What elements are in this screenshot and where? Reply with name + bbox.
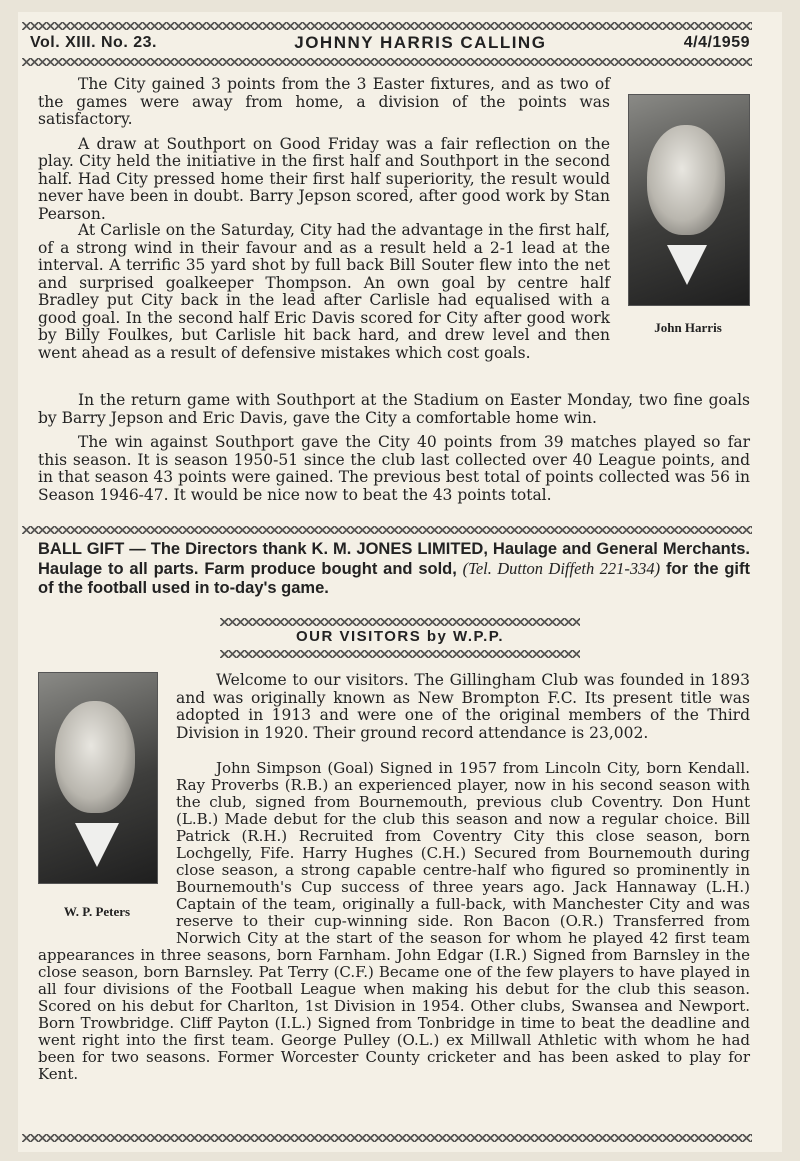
ball-gift-tail: for the gift of the football used in to-day's game. (38, 560, 750, 597)
paragraph: A draw at Southport on Good Friday was a fair reflection on the play. City held the initiative in the first half and Southport in the second half. Had City pressed home their first half superiority, the result would never have been in doubt. Barry Jepson scored, after good work by Stan Pearson. (38, 134, 610, 223)
paragraph: At Carlisle on the Saturday, City had the advantage in the first half, of a strong wind in their favour and as a result held a 2-1 lead at the interval. A terrific 35 yard shot by full back Bill Souter flew into the net and surprised goalkeeper Thompson. An own goal by centre half Bradley put City back in the lead after Carlisle had equalised with a good goal. In the second half Eric Davis scored for City after good work by Billy Foulkes, but Carlisle hit back hard, and drew level and then went ahead as a result of defensive mistakes which cost goals. (38, 221, 610, 362)
paragraph: The City gained 3 points from the 3 Easter fixtures, and as two of the games were away from home, a division of the points was satisfactory. (38, 75, 610, 128)
john-harris-photo (628, 94, 750, 306)
paragraph: The win against Southport gave the City 40 points from 39 matches played so far this season. It is season 1950-51 since the club last collected over 40 League points, and in that season 43 points were gained. The previous best total of points collected was 56 in Season 1946-47. It would be nice now to beat the 43 points total. (38, 433, 750, 504)
paragraph: In the return game with Southport at the Stadium on Easter Monday, two fine goals by Barry Jepson and Eric Davis, gave the City a comfortable home win. (38, 391, 750, 427)
page-header (30, 30, 750, 56)
column-title: JOHNNY HARRIS CALLING (294, 33, 547, 52)
visitors-title: OUR VISITORS by W.P.P. (295, 628, 505, 645)
paragraph: John Simpson (Goal) Signed in 1957 from Lincoln City, born Kendall. Ray Proverbs (R.B.) an experienced player, now in his second season with the club, signed from Bournemouth, previous club Coventry. Don Hunt (L.B.) Made debut for the club this season and now a regular choice. Bill Patrick (R.H.) Recruited from Coventry City this close season, born Lochgelly, Fife. Harry Hughes (C.H.) Secured from Bournemouth during close season, a strong capable centre-half who figured so prominently in Bournemouth's Cup success of three years ago. Jack Hannaway (L.H.) Captain of the team, originally a full-back, with Manchester City and was reserve to their cup-winning side. Ron Bacon (O.R.) Transferred from Norwich City at the start of the season for whom he played 42 first team appearances in three seasons, born Farnham. John Edgar (I.R.) Signed from Barnsley in the close season, born Barnsley. Pat Terry (C.F.) Became one of the few players to have played in all four divisions of the Football League when making his debut for the club this season. Scored on his debut for Charlton, 1st Division in 1954. Other clubs, Swansea and Newport. Born Trowbridge. Cliff Payton (I.L.) Signed from Tonbridge in time to beat the deadline and went right into the first team. George Pulley (O.L.) ex Millwall Athletic with whom he had been for two seasons. Former Worcester County cricketer and has been asked to play for Kent. (38, 759, 750, 1083)
harris-column-middle (38, 222, 610, 369)
header-bottom-border (22, 58, 752, 66)
visitors-players (38, 760, 750, 1090)
header-top-border (22, 22, 752, 30)
john-harris-caption: John Harris (654, 320, 722, 335)
volume-number: Vol. XIII. No. 23. (30, 34, 157, 51)
ball-gift-notice (38, 540, 750, 598)
issue-date: 4/4/1959 (683, 34, 750, 51)
section-divider (22, 526, 752, 534)
wp-peters-caption: W. P. Peters (63, 904, 131, 919)
harris-column-upper (38, 76, 610, 230)
harris-column-lower (38, 392, 750, 511)
visitors-top-border (220, 618, 580, 626)
paragraph: Welcome to our visitors. The Gillingham Club was founded in 1893 and was originally known as New Brompton F.C. Its present title was adopted in 1913 and were one of the original members of the Third Division in 1920. Their ground record attendance is 23,002. (176, 671, 750, 742)
ball-gift-lead: BALL GIFT — The Directors thank K. M. JONES LIMITED, Haulage and General Merchants. Haulage to all parts. Farm produce bought and sold, (38, 540, 750, 578)
visitors-intro (176, 672, 750, 749)
ball-gift-telephone: (Tel. Dutton Diffeth 221-334) (462, 559, 661, 578)
footer-border (22, 1134, 752, 1142)
visitors-bottom-border (220, 650, 580, 658)
